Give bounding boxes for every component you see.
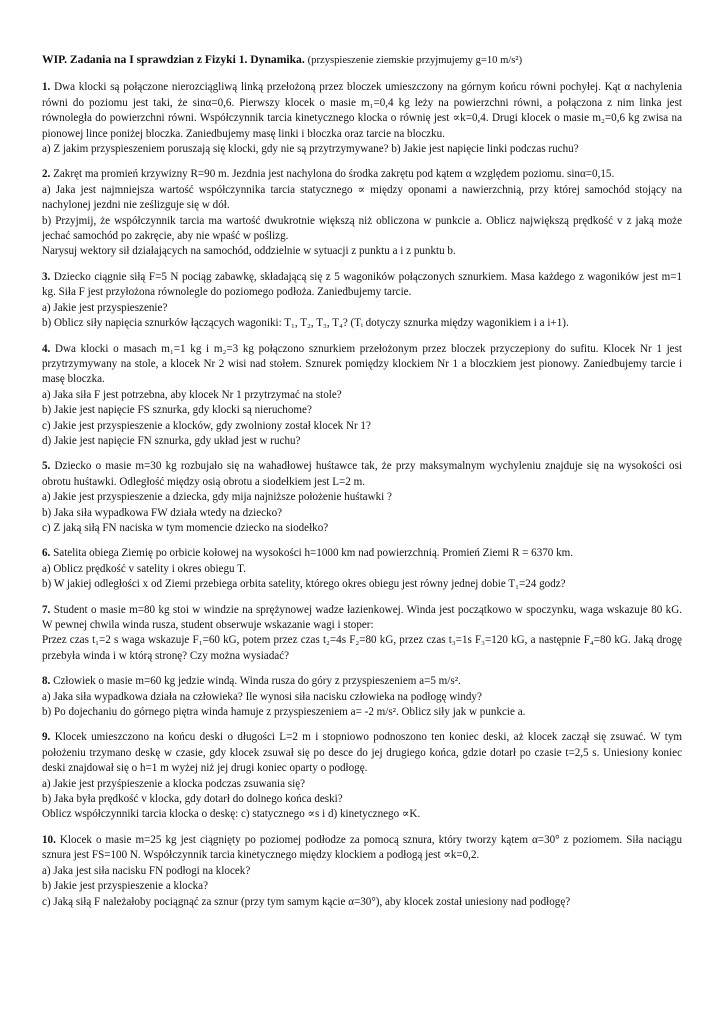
problem-text: b) Przyjmij, że współczynnik tarcia ma wartość dwukrotnie większą niż obliczona w punkcie a. Oblicz największą prędkość v z jaką może jechać samochód po zakręcie, aby nie wpaść w poślizg. [42,214,682,243]
problem-statement [42,80,682,142]
problem-text: d) Jakie jest napięcie FN sznurka, gdy układ jest w ruchu? [42,434,301,447]
problem-subquestion [42,690,682,705]
problem-text: a) Jakie jest przyśpieszenie a klocka podczas zsuwania się? [42,777,306,790]
problem-subquestion [42,521,682,536]
problem-text: Student o masie m=80 kg stoi w windzie na sprężynowej wadze łazienkowej. Winda jest początkowo w spoczynku, waga wskazuje 80 kG. W pewnej chwila winda rusza, student obserwuje wskazanie wagi i stoper: [42,603,683,631]
problem-text: a) Jakie jest przyspieszenie? [42,301,168,314]
problem-text: c) Z jaką siłą FN naciska w tym momencie dziecko na siodełko? [42,521,329,534]
problem-text: b) Po dojechaniu do górnego piętra winda hamuje z przyspieszeniem a= -2 m/s². Oblicz siły jak w punkcie a. [42,706,526,719]
problem-text: a) Z jakim przyspieszeniem poruszają się klocki, gdy nie są przytrzymywane? b) Jakie jest napięcie linki podczas ruchu? [42,143,579,156]
problem-statement [42,342,682,388]
problem-subquestion [42,633,682,664]
problem-text: Oblicz współczynniki tarcia klocka o deskę: c) statycznego ∝s i d) kinetycznego ∝K. [42,808,421,821]
problem-text: a) Jaka jest siła nacisku FN podłogi na klocek? [42,864,251,877]
problem-text: Człowiek o masie m=60 kg jedzie windą. Winda rusza do góry z przyspieszeniem a=5 m/s². [53,675,461,688]
problem-subquestion [42,895,682,910]
problem-text: b) Jakie jest przyspieszenie a klocka? [42,880,209,893]
problem-text: c) Jaką siłą F należałoby pociągnąć za sznur (przy tym samym kącie α=30°), aby klocek został uniesiony nad podłogę? [42,895,571,908]
problem-7 [42,603,682,665]
problem-subquestion [42,388,682,403]
problem-text: b) Jakie jest napięcie FS sznurka, gdy klocki są nieruchome? [42,404,312,417]
problem-text: Dwa klocki są połączone nierozciągliwą linką przełożoną przez bloczek umieszczony na górnym końcu równi pochyłej. Kąt α nachylenia równi do poziomu jest taki, że sinα=0,6. Pierwszy klocek o masie m₁=0,4 kg leży na powierzchni równi, a połączona z nim linka jest równoległa do powierzchni równi. Współczynnik tarcia kinetycznego klocka o równię jest ∝k=0,4. Drugi klocek o masie m₂=0,6 kg zwisa na pionowej lince poniżej bloczka. Zaniedbujemy masę linki i bloczka oraz tarcie na bloczku. [42,81,682,140]
problem-number: 10. [42,833,56,846]
problem-number: 1. [42,81,51,94]
problem-subquestion [42,506,682,521]
problem-text: b) W jakiej odległości x od Ziemi przebiega orbita satelity, którego okres obiegu jest równy jednej dobie T₁=24 godz? [42,578,566,591]
problem-subquestion [42,301,682,316]
problem-subquestion [42,879,682,894]
title-note: (przyspieszenie ziemskie przyjmujemy g=10 m/s²) [307,55,523,66]
problem-number: 6. [42,547,51,560]
problem-5 [42,459,682,536]
document-page [42,52,682,920]
problem-9 [42,730,682,822]
problem-subquestion [42,792,682,807]
problem-subquestion [42,214,682,245]
problem-statement [42,546,682,561]
problem-statement [42,730,682,776]
problem-10 [42,833,682,910]
problem-text: a) Jakie jest przyspieszenie a dziecka, gdy mija najniższe położenie huśtawki ? [42,491,392,504]
problem-text: a) Jaka jest najmniejsza wartość współczynnika tarcia statycznego ∝ między oponami a nawierzchnią, przy której samochód stojący na nachylonej jezdni nie ześlizguje się w dół. [42,183,682,212]
problem-subquestion [42,807,682,822]
problem-subquestion [42,142,682,157]
problem-text: Satelita obiega Ziemię po orbicie kołowej na wysokości h=1000 km nad powierzchnią. Promień Ziemi R = 6370 km. [53,547,574,560]
problem-text: Klocek umieszczono na końcu deski o długości L=2 m i stopniowo podnoszono ten koniec deski, aż klocek zaczął się zsuwać. W tym położeniu trzymano deskę w czasie, gdy klocek zsuwał się po desce do jej drugiego końca, gdzie dotarł po czasie t=2,5 s. Uniesiony koniec deski znajdował się o h=1 m wyżej niż jej drugi koniec oparty o podłogę. [42,731,682,775]
problem-subquestion [42,490,682,505]
problem-statement [42,459,682,490]
problem-subquestion [42,577,682,592]
problem-text: Dziecko o masie m=30 kg rozbujało się na wahadłowej huśtawce tak, że przy maksymalnym wychyleniu znajduje się na wysokości osi obrotu huśtawki. Odległość między osią obrotu a siodełkiem jest L=2 m. [42,460,682,488]
problem-text: Dziecko ciągnie siłą F=5 N pociąg zabawkę, składającą się z 5 wagoników połączonych sznurkiem. Masa każdego z wagoników jest m=1 kg. Siła F jest przyłożona równolegle do poziomego podłoża. Zaniedbujemy tarcie. [42,270,682,299]
problem-text: Narysuj wektory sił działających na samochód, oddzielnie w sytuacji z punktu a i z punktu b. [42,245,456,258]
problem-1 [42,80,682,157]
problem-subquestion [42,705,682,720]
problem-2 [42,167,682,259]
problem-list [42,80,682,910]
problem-statement [42,270,682,301]
problem-number: 9. [42,731,51,744]
problem-subquestion [42,777,682,792]
problem-subquestion [42,183,682,214]
problem-text: Dwa klocki o masach m₁=1 kg i m₂=3 kg połączono sznurkiem przełożonym przez bloczek przyczepiony do sufitu. Klocek Nr 1 jest przytrzymywany na stole, a klocek Nr 2 wisi nad stołem. Sznurek pomiędzy klockiem Nr 1 a bloczkiem jest pionowy. Zaniedbujemy tarcie i masę bloczka. [42,342,682,386]
problem-subquestion [42,434,682,449]
problem-text: a) Jaka siła F jest potrzebna, aby klocek Nr 1 przytrzymać na stole? [42,388,342,401]
problem-number: 5. [42,460,51,473]
problem-text: Zakręt ma promień krzywizny R=90 m. Jezdnia jest nachylona do środka zakrętu pod kątem α względem poziomu. sinα=0,15. [53,168,615,181]
problem-statement [42,674,682,689]
problem-number: 2. [42,168,51,181]
problem-6 [42,546,682,592]
problem-number: 3. [42,270,51,283]
problem-text: c) Jakie jest przyspieszenie a klocków, gdy zwolniony został klocek Nr 1? [42,419,371,432]
problem-subquestion [42,244,682,259]
problem-text: Przez czas t₁=2 s waga wskazuje F₁=60 kG, potem przez czas t₂=4s F₂=80 kG, przez czas t₃=1s F₃=120 kG, a następnie F₄=80 kG. Jaką drogę przebyła winda i w którą stronę? Czy można wysiadać? [42,634,682,662]
problem-text: a) Jaka siła wypadkowa działa na człowieka? Ile wynosi siła nacisku człowieka na podłogę windy? [42,690,482,703]
problem-statement [42,603,682,634]
problem-number: 4. [42,342,51,355]
problem-number: 7. [42,603,51,616]
problem-number: 8. [42,675,51,688]
title-main: WIP. Zadania na I sprawdzian z Fizyki 1. Dynamika. [42,53,305,66]
problem-statement [42,833,682,864]
problem-8 [42,674,682,720]
problem-statement [42,167,682,182]
problem-subquestion [42,864,682,879]
problem-text: b) Jaka siła wypadkowa FW działa wtedy na dziecko? [42,506,283,519]
problem-3 [42,270,682,332]
problem-text: Klocek o masie m=25 kg jest ciągnięty po poziomej podłodze za pomocą sznura, który tworzy kątem α=30° z poziomem. Siła naciągu sznura jest FS=100 N. Współczynnik tarcia kinetycznego między klockiem a podłogą jest ∝k=0,2. [42,833,682,862]
problem-subquestion [42,419,682,434]
problem-subquestion [42,562,682,577]
problem-text: b) Oblicz siły napięcia sznurków łączących wagoniki: T₁, T₂, T₃, T₄? (Tᵢ dotyczy sznurka między wagonikiem i a i+1). [42,317,569,330]
problem-text: b) Jaka była prędkość v klocka, gdy dotarł do dolnego końca deski? [42,793,343,806]
problem-text: a) Oblicz prędkość v satelity i okres obiegu T. [42,562,246,575]
problem-subquestion [42,316,682,331]
problem-4 [42,342,682,450]
problem-subquestion [42,403,682,418]
document-title [42,52,682,68]
